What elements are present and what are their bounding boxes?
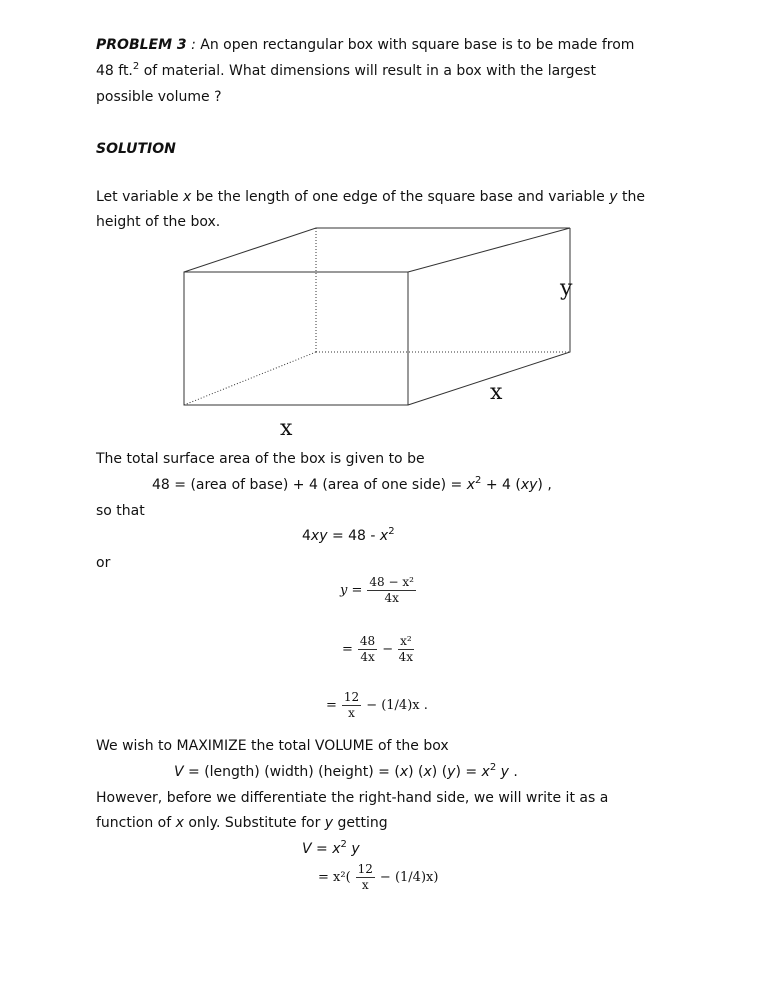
t: 4 (302, 528, 311, 544)
t: y = (340, 583, 363, 598)
t: x (423, 764, 432, 780)
or: or (96, 555, 111, 571)
t: x (399, 764, 409, 780)
text: 48 ft. (96, 63, 133, 79)
final-equation (302, 840, 360, 858)
t: ) ( (431, 764, 448, 780)
t: ) = (455, 764, 482, 780)
t: xy (310, 528, 328, 544)
t: V (302, 841, 312, 857)
however-line-2 (96, 814, 388, 832)
den: x (361, 878, 369, 892)
fraction (398, 634, 414, 665)
t: 2 (489, 762, 497, 773)
num: x² (400, 634, 412, 648)
equation-4xy (302, 527, 395, 545)
t: = x²( (318, 870, 351, 885)
however-line-1: However, before we differentiate the right-hand side, we will write it as a (96, 790, 609, 806)
den: 4x (360, 650, 375, 664)
t: = (length) (width) (height) = ( (183, 764, 400, 780)
t: y (351, 841, 360, 857)
solution-heading: SOLUTION (96, 141, 176, 157)
num: 48 − x² (369, 575, 414, 589)
formula-3 (326, 690, 428, 721)
formula-1 (340, 575, 416, 606)
t: = 48 - (327, 528, 380, 544)
box-front-face (184, 272, 408, 405)
formula-2 (342, 634, 414, 665)
t: x (175, 815, 184, 831)
surface-text: The total surface area of the box is given to be (96, 451, 425, 467)
t: − (1/4)x) (379, 870, 439, 885)
t: = (326, 698, 337, 713)
t: 2 (475, 475, 482, 486)
label-x-bottom: x (280, 416, 293, 441)
t: ) , (537, 477, 552, 493)
t: x (481, 764, 490, 780)
t: y (324, 815, 334, 831)
box-top-edges (184, 228, 570, 272)
text: the (617, 189, 645, 205)
t: x (466, 477, 475, 493)
num: 12 (357, 862, 373, 876)
t: = (311, 841, 333, 857)
label-x-right: x (490, 380, 503, 405)
text: Let variable (96, 189, 184, 205)
t: 48 = (area of base) + 4 (area of one side) = (152, 477, 467, 493)
t: x (379, 528, 389, 544)
fraction (342, 690, 361, 721)
box-hidden-edges (184, 228, 573, 405)
t: 2 (340, 839, 347, 850)
t: 2 (388, 526, 395, 537)
den: x (348, 706, 355, 720)
text: An open rectangular box with square base is to be made from (200, 37, 635, 53)
t: ) ( (408, 764, 424, 780)
fraction (367, 575, 416, 606)
t: only. Substitute for (183, 815, 325, 831)
t: + 4 ( (481, 477, 521, 493)
t: x (332, 841, 341, 857)
den: 4x (384, 591, 399, 605)
label-y: y (560, 276, 573, 301)
text: of material. What dimensions will result in a box with the largest (139, 63, 596, 79)
var: x (183, 189, 192, 205)
problem-heading: PROBLEM 3 (96, 37, 187, 53)
sep: : (186, 37, 201, 53)
t: function of (96, 815, 176, 831)
t: y (447, 764, 456, 780)
var: y (609, 189, 618, 205)
t: getting (333, 815, 388, 831)
fraction (356, 862, 375, 893)
so-that: so that (96, 503, 145, 519)
t: = (342, 642, 353, 657)
problem-line-3: possible volume ? (96, 89, 222, 105)
text: be the length of one edge of the square base and variable (191, 189, 610, 205)
t: y (500, 764, 509, 780)
t: − (382, 642, 394, 657)
t: xy (520, 477, 538, 493)
maximize-text: We wish to MAXIMIZE the total VOLUME of the box (96, 738, 449, 754)
surface-equation (152, 476, 552, 494)
t: . (508, 764, 518, 780)
den: 4x (398, 650, 414, 664)
box-right-edges (408, 228, 573, 405)
t: − (1/4)x . (366, 698, 428, 713)
intro-line-2: height of the box. (96, 214, 221, 230)
num: 48 (359, 634, 376, 648)
volume-equation (174, 763, 518, 781)
sup: 2 (132, 61, 140, 72)
formula-4 (318, 862, 438, 893)
t: V (174, 764, 184, 780)
fraction (358, 634, 377, 665)
num: 12 (343, 690, 360, 704)
